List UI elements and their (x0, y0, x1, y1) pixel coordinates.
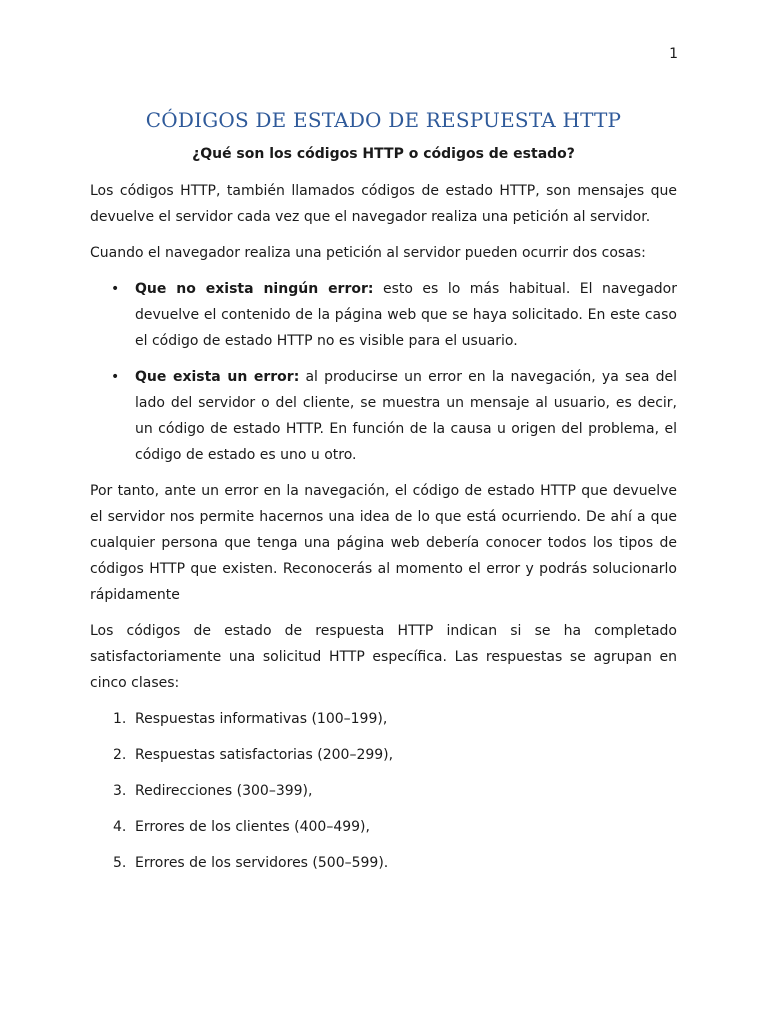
list-number: 2. (113, 747, 127, 763)
paragraph-classes-intro: Los códigos de estado de respuesta HTTP indican si se ha completado satisfactoriamente una solicitud HTTP específica. Las respuestas se agrupan en cinco clases: (90, 623, 677, 691)
list-number: 3. (113, 783, 127, 799)
document-content (90, 108, 677, 886)
list-item-text: Errores de los clientes (400–499), (135, 819, 370, 835)
list-number: 4. (113, 819, 127, 835)
paragraph-conclusion: Por tanto, ante un error en la navegación, el código de estado HTTP que devuelve el servidor nos permite hacernos una idea de lo que está ocurriendo. De ahí a que cualquier persona que tenga una página web debería conocer todos los tipos de códigos HTTP que existen. Reconocerás al momento el error y podrás solucionarlo rápidamente (90, 483, 677, 603)
list-item-text: Errores de los servidores (500–599). (135, 855, 389, 871)
list-item-text: Redirecciones (300–399), (135, 783, 313, 799)
cases-list (90, 276, 677, 468)
list-item (90, 364, 677, 468)
bullet-icon: • (111, 281, 120, 297)
list-item-text: al producirse un error en la navegación, ya sea del lado del servidor o del cliente, se muestra un mensaje al usuario, es decir, un código de estado HTTP. En función de la causa u origen del problema, el código de estado es uno u otro. (135, 369, 677, 463)
document-title: CÓDIGOS DE ESTADO DE RESPUESTA HTTP (145, 108, 622, 132)
list-item-heading: Que no exista ningún error: (135, 281, 374, 297)
list-item (90, 814, 677, 840)
list-number: 1. (113, 711, 127, 727)
paragraph-intro-cases: Cuando el navegador realiza una petición al servidor pueden ocurrir dos cosas: (90, 245, 646, 261)
page-number: 1 (669, 46, 678, 62)
list-item (90, 850, 677, 876)
list-item (90, 778, 677, 804)
list-item (90, 742, 677, 768)
list-item-heading: Que exista un error: (135, 369, 300, 385)
bullet-icon: • (111, 369, 120, 385)
list-item-text: Respuestas informativas (100–199), (135, 711, 388, 727)
list-item-text: esto es lo más habitual. El navegador devuelve el contenido de la página web que se haya solicitado. En este caso el código de estado HTTP no es visible para el usuario. (135, 281, 677, 349)
list-item (90, 276, 677, 354)
response-classes-list (90, 706, 677, 876)
list-item-text: Respuestas satisfactorias (200–299), (135, 747, 394, 763)
list-number: 5. (113, 855, 127, 871)
section-subtitle: ¿Qué son los códigos HTTP o códigos de estado? (192, 146, 575, 162)
list-item (90, 706, 677, 732)
paragraph-definition: Los códigos HTTP, también llamados códigos de estado HTTP, son mensajes que devuelve el servidor cada vez que el navegador realiza una petición al servidor. (90, 183, 677, 225)
